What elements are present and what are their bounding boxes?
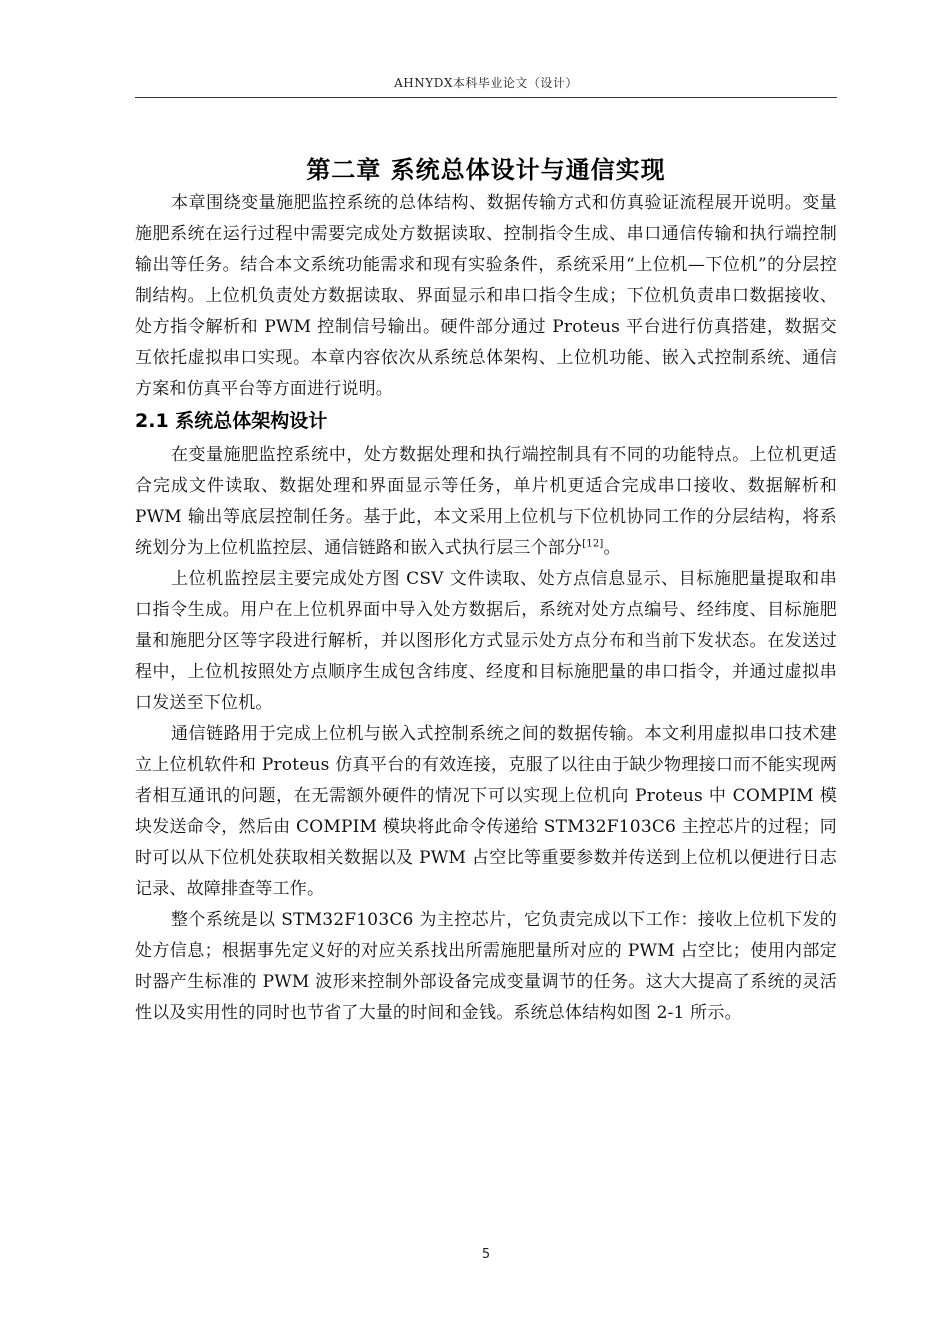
running-header: AHNYDX本科毕业论文（设计） (394, 76, 578, 90)
citation-reference: [12] (582, 538, 604, 550)
page-body (135, 188, 837, 1029)
paragraph-text: 在变量施肥监控系统中，处方数据处理和执行端控制具有不同的功能特点。上位机更适合完成文件读取、数据处理和界面显示等任务，单片机更适合完成串口接收、数据解析和 PWM 输出等底层控制任务。基于此，本文采用上位机与下位机协同工作的分层结构，将系统划分为上位机监控层、通信链路和嵌入式执行层三个部分 (135, 445, 837, 558)
section-heading: 2.1 系统总体架构设计 (135, 410, 328, 432)
page-number: 5 (481, 1247, 491, 1262)
header-divider (135, 97, 837, 98)
paragraph-communication-link: 通信链路用于完成上位机与嵌入式控制系统之间的数据传输。本文利用虚拟串口技术建立上位机软件和 Proteus 仿真平台的有效连接，克服了以往由于缺少物理接口而不能实现两者相互通讯的问题，在无需额外硬件的情况下可以实现上位机向 Proteus 中 COMPIM 模块发送命令，然后由 COMPIM 模块将此命令传递给 STM32F103C6 主控芯片的过程；同时可以从下位机处获取相关数据以及 PWM 占空比等重要参数并传送到上位机以便进行日志记录、故障排查等工作。 (135, 724, 837, 899)
intro-paragraph: 本章围绕变量施肥监控系统的总体结构、数据传输方式和仿真验证流程展开说明。变量施肥系统在运行过程中需要完成处方数据读取、控制指令生成、串口通信传输和执行端控制输出等任务。结合本文系统功能需求和现有实验条件，系统采用“上位机—下位机”的分层控制结构。上位机负责处方数据读取、界面显示和串口指令生成；下位机负责串口数据接收、处方指令解析和 PWM 控制信号输出。硬件部分通过 Proteus 平台进行仿真搭建，数据交互依托虚拟串口实现。本章内容依次从系统总体架构、上位机功能、嵌入式控制系统、通信方案和仿真平台等方面进行说明。 (135, 193, 837, 399)
paragraph-embedded-controller: 整个系统是以 STM32F103C6 为主控芯片，它负责完成以下工作：接收上位机下发的处方信息；根据事先定义好的对应关系找出所需施肥量所对应的 PWM 占空比；使用内部定时器产生标准的 PWM 波形来控制外部设备完成变量调节的任务。这大大提高了系统的灵活性以及实用性的同时也节省了大量的时间和金钱。系统总体结构如图 2-1 所示。 (135, 910, 837, 1023)
paragraph-end-punctuation: 。 (603, 538, 621, 558)
paragraph-host-layer: 上位机监控层主要完成处方图 CSV 文件读取、处方点信息显示、目标施肥量提取和串口指令生成。用户在上位机界面中导入处方数据后，系统对处方点编号、经纬度、目标施肥量和施肥分区等字段进行解析，并以图形化方式显示处方点分布和当前下发状态。在发送过程中，上位机按照处方点顺序生成包含纬度、经度和目标施肥量的串口指令，并通过虚拟串口发送至下位机。 (135, 569, 837, 713)
paragraph-architecture-overview (135, 440, 837, 564)
chapter-title: 第二章 系统总体设计与通信实现 (306, 156, 666, 185)
